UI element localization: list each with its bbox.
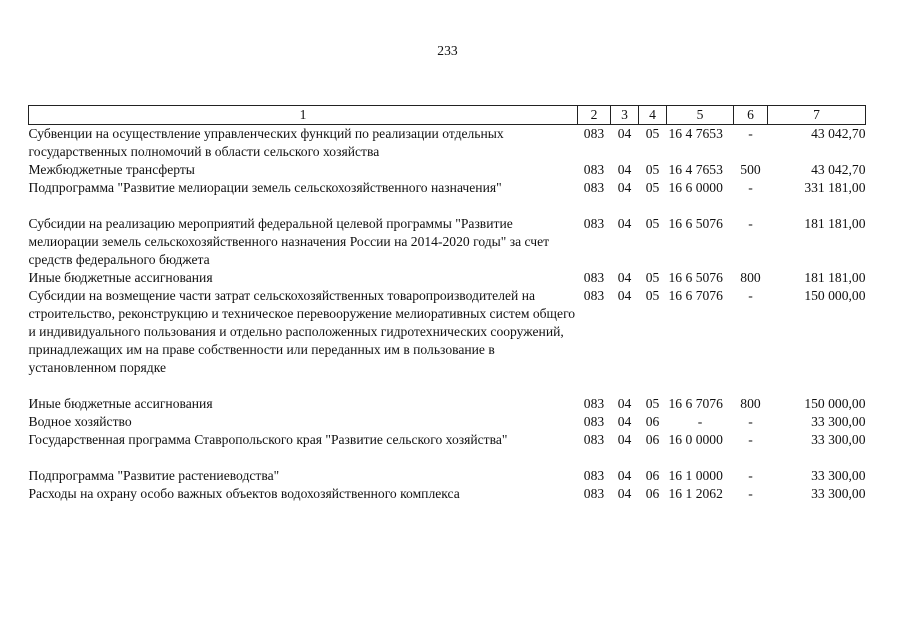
table-row	[29, 161, 866, 179]
row-expense: -	[748, 468, 753, 483]
row-expense: -	[748, 288, 753, 303]
row-section: 04	[617, 486, 632, 501]
row-expense: 800	[740, 396, 761, 411]
budget-table	[28, 105, 866, 503]
row-section: 04	[617, 216, 632, 231]
page-number: 233	[437, 43, 458, 58]
row-amount: 43 042,70	[811, 162, 866, 177]
header-expense: 6	[734, 106, 768, 125]
row-amount: 150 000,00	[804, 396, 866, 411]
row-ministry: 083	[583, 270, 605, 285]
row-section: 04	[617, 126, 632, 141]
row-expense: -	[748, 432, 753, 447]
row-amount: 33 300,00	[811, 486, 866, 501]
header-section: 3	[611, 106, 639, 125]
row-target: 16 1 2062	[668, 486, 723, 501]
row-target: 16 6 0000	[668, 180, 723, 195]
row-target: 16 6 7076	[668, 288, 723, 303]
row-section: 04	[617, 270, 632, 285]
row-target: 16 4 7653	[668, 126, 723, 141]
row-name: Водное хозяйство	[28, 414, 132, 429]
table-row	[29, 287, 866, 377]
row-amount: 181 181,00	[804, 216, 866, 231]
row-subsection: 05	[645, 288, 660, 303]
row-ministry: 083	[583, 468, 605, 483]
row-ministry: 083	[583, 396, 605, 411]
row-expense: -	[748, 486, 753, 501]
row-name: Государственная программа Ставропольского края "Развитие сельского хозяйства"	[28, 432, 508, 447]
row-subsection: 05	[645, 162, 660, 177]
row-expense: -	[748, 414, 753, 429]
table-row	[29, 467, 866, 485]
row-subsection: 05	[645, 270, 660, 285]
row-ministry: 083	[583, 180, 605, 195]
spacer-cell	[29, 449, 866, 467]
header-name: 1	[29, 106, 578, 125]
spacer-row	[29, 197, 866, 215]
table-row	[29, 395, 866, 413]
row-name: Подпрограмма "Развитие растениеводства"	[28, 468, 280, 483]
spacer-row	[29, 449, 866, 467]
spacer-row	[29, 377, 866, 395]
row-ministry: 083	[583, 288, 605, 303]
table-row	[29, 413, 866, 431]
row-amount: 331 181,00	[804, 180, 866, 195]
row-name: Субвенции на осуществление управленческих функций по реализации отдельных государственных полномочий в области сельского хозяйства	[28, 126, 504, 159]
row-target: 16 4 7653	[668, 162, 723, 177]
row-amount: 33 300,00	[811, 432, 866, 447]
row-expense: -	[748, 180, 753, 195]
header-ministry: 2	[578, 106, 611, 125]
row-ministry: 083	[583, 432, 605, 447]
row-subsection: 06	[645, 432, 660, 447]
row-section: 04	[617, 396, 632, 411]
row-subsection: 05	[645, 126, 660, 141]
row-target: 16 6 5076	[668, 270, 723, 285]
row-subsection: 05	[645, 396, 660, 411]
row-section: 04	[617, 162, 632, 177]
row-expense: 800	[740, 270, 761, 285]
header-target: 5	[667, 106, 734, 125]
row-ministry: 083	[583, 126, 605, 141]
row-subsection: 05	[645, 180, 660, 195]
table-row	[29, 269, 866, 287]
row-name: Расходы на охрану особо важных объектов водохозяйственного комплекса	[28, 486, 460, 501]
row-ministry: 083	[583, 414, 605, 429]
row-section: 04	[617, 288, 632, 303]
row-name: Иные бюджетные ассигнования	[28, 270, 213, 285]
row-target: 16 6 7076	[668, 396, 723, 411]
row-subsection: 06	[645, 414, 660, 429]
row-subsection: 05	[645, 216, 660, 231]
header-row	[29, 106, 866, 125]
row-name: Межбюджетные трансферты	[28, 162, 195, 177]
row-name: Субсидии на возмещение части затрат сельскохозяйственных товаропроизводителей на строительство, реконструкцию и техническое перевооружение мелиоративных систем общего и индивидуального пользования и отдельно расположенных гидротехнических сооружений, принадлежащих им на праве собственности или переданных им в пользование в установленном порядке	[28, 288, 576, 375]
row-section: 04	[617, 414, 632, 429]
row-expense: -	[748, 126, 753, 141]
row-name: Подпрограмма "Развитие мелиорации земель сельскохозяйственного назначения"	[28, 180, 502, 195]
row-name: Иные бюджетные ассигнования	[28, 396, 213, 411]
table-row	[29, 125, 866, 162]
spacer-cell	[29, 377, 866, 395]
header-subsection: 4	[639, 106, 667, 125]
header-amount: 7	[768, 106, 866, 125]
row-ministry: 083	[583, 162, 605, 177]
row-section: 04	[617, 468, 632, 483]
row-name: Субсидии на реализацию мероприятий федеральной целевой программы "Развитие мелиорации земель сельскохозяйственного назначения России на 2014-2020 годы" за счет средств федерального бюджета	[28, 216, 550, 267]
row-subsection: 06	[645, 468, 660, 483]
row-expense: 500	[740, 162, 761, 177]
row-ministry: 083	[583, 216, 605, 231]
row-amount: 181 181,00	[804, 270, 866, 285]
row-amount: 150 000,00	[804, 288, 866, 303]
row-target: 16 0 0000	[668, 432, 723, 447]
row-target: 16 1 0000	[668, 468, 723, 483]
row-section: 04	[617, 432, 632, 447]
table-row	[29, 485, 866, 503]
row-amount: 33 300,00	[811, 414, 866, 429]
table-row	[29, 179, 866, 197]
table-row	[29, 431, 866, 449]
spacer-cell	[29, 197, 866, 215]
row-ministry: 083	[583, 486, 605, 501]
row-amount: 33 300,00	[811, 468, 866, 483]
row-expense: -	[748, 216, 753, 231]
row-subsection: 06	[645, 486, 660, 501]
row-section: 04	[617, 180, 632, 195]
row-amount: 43 042,70	[811, 126, 866, 141]
table-row	[29, 215, 866, 269]
row-target: 16 6 5076	[668, 216, 723, 231]
row-target: -	[697, 414, 703, 429]
